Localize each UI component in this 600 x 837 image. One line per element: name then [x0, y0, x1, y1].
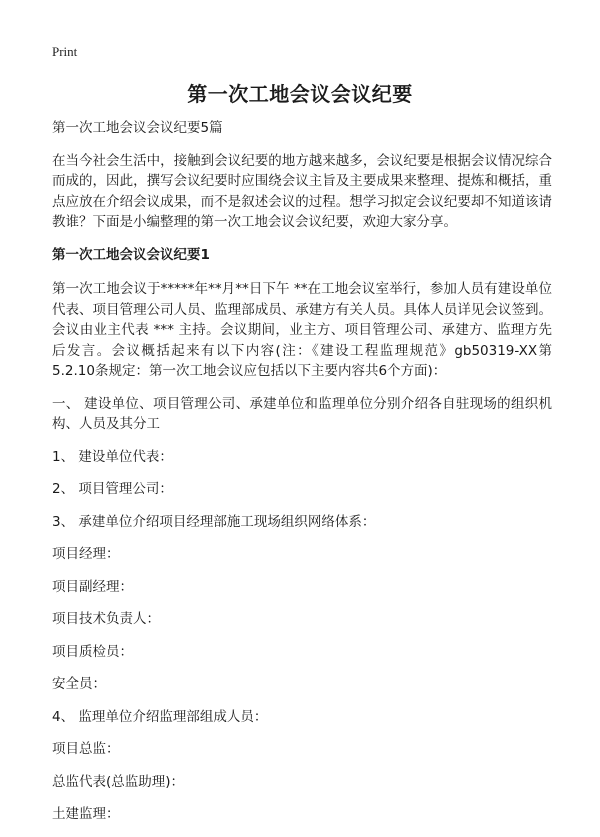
agenda-item-one: 一、 建设单位、项目管理公司、承建单位和监理单位分别介绍各自驻现场的组织机构、人员及其分工: [52, 395, 552, 432]
list-item: 项目副经理：: [52, 578, 133, 595]
document-subtitle: 第一次工地会议会议纪要5篇: [52, 120, 223, 136]
list-item: 2、 项目管理公司：: [52, 481, 173, 497]
list-item: 总监代表(总监助理)：: [52, 773, 185, 790]
list-item: 3、 承建单位介绍项目经理部施工现场组织网络体系：: [52, 513, 376, 530]
meeting-paragraph: 第一次工地会议于*****年**月**日下午 **在工地会议室举行，参加人员有建设单位代表、项目管理公司人员、监理部成员、承建方有关人员。具体人员详见会议签到。会议由业主代表 *** 主持。会议期间，业主方、项目管理公司、承建方、监理方先后发言。会议概括起来有以下内容(注：《建设工程监理规范》gb50319-XX第5.2.10条规定：第一次工地会议应包括以下主要内容共6个方面)：: [52, 281, 552, 379]
list-item: 1、 建设单位代表：: [52, 448, 173, 465]
page-title: 第一次工地会议会议纪要: [187, 82, 413, 106]
list-item: 项目总监：: [52, 741, 120, 757]
list-item: 项目质检员：: [52, 643, 133, 660]
list-item: 项目经理：: [52, 546, 120, 562]
list-item: 项目技术负责人：: [52, 611, 160, 627]
print-link[interactable]: Print: [52, 44, 78, 59]
section-heading: 第一次工地会议会议纪要1: [52, 246, 210, 263]
document-body: [52, 118, 552, 837]
list-item: 4、 监理单位介绍监理部组成人员：: [52, 708, 268, 725]
list-item: 土建监理：: [52, 806, 120, 822]
intro-paragraph: 在当今社会生活中，接触到会议纪要的地方越来越多，会议纪要是根据会议情况综合而成的，因此，撰写会议纪要时应围绕会议主旨及主要成果来整理、提炼和概括，重点应放在介绍会议成果，而不是叙述会议的过程。想学习拟定会议纪要却不知道该请教谁？下面是小编整理的第一次工地会议会议纪要，欢迎大家分享。: [52, 152, 552, 230]
list-item: 安全员：: [52, 676, 106, 692]
